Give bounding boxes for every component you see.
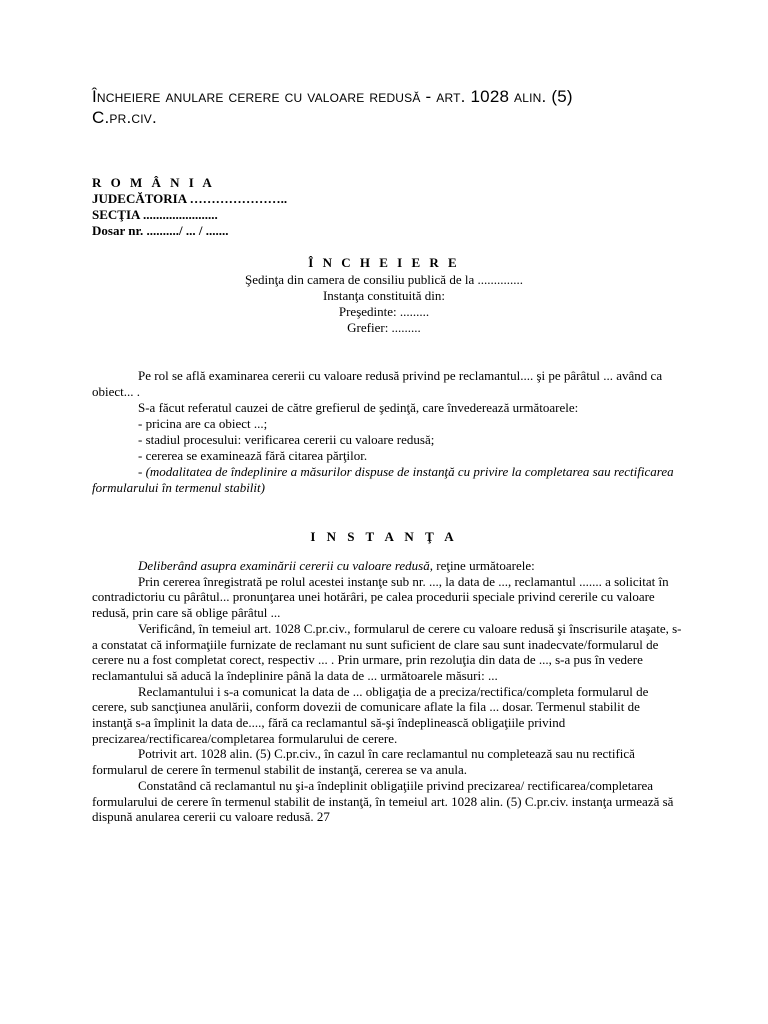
- incheiere-heading: Î N C H E I E R E: [308, 255, 460, 270]
- clerk-line: Grefier: .........: [347, 320, 421, 335]
- paragraph: Constatând că reclamantul nu şi-a îndeplinit obligaţiile privind precizarea/ rectificarea/completarea formularului de cerere în termenul stabilit de instanţă, în temeiul art. 1028 alin. (5) C.pr.civ. instanţa urmează să dispună anularea cererii cu valoare redusă. 27: [92, 777, 674, 825]
- document-title: [92, 86, 692, 128]
- case-introduction: [92, 368, 682, 496]
- session-info: [92, 272, 676, 336]
- section-label: SECŢIA .......................: [92, 207, 218, 222]
- bullet-prefix: -: [138, 464, 146, 479]
- italic-note: (modalitatea de îndeplinire a măsurilor dispuse de instanţă cu privire la completarea sau rectificarea formularului în termenul stabilit): [92, 464, 674, 495]
- paragraph: S-a făcut referatul cauzei de către grefierul de şedinţă, care învederează următoarele:: [138, 400, 579, 415]
- session-line: Şedinţa din camera de consiliu publică de la ..............: [245, 272, 523, 287]
- title-line-2: C.pr.civ.: [92, 108, 157, 127]
- court-header: [92, 175, 287, 239]
- italic-lead: Deliberând asupra examinării cererii cu valoare redusă,: [138, 558, 433, 573]
- instanta-body: [92, 558, 682, 825]
- bullet-item: - pricina are ca obiect ...;: [138, 416, 268, 431]
- court-label: JUDECĂTORIA …………………..: [92, 191, 288, 206]
- paragraph: Prin cererea înregistrată pe rolul acestei instanţe sub nr. ..., la data de ..., reclamantul ....... a solicitat în contradictoriu cu pârâtul... pronunţarea unei hotărâri, pe calea procedurii speciale privind cererile cu valoare redusă, prin care să oblige pârâtul ...: [92, 573, 669, 621]
- president-line: Preşedinte: .........: [338, 304, 430, 319]
- paragraph: [92, 558, 682, 574]
- title-line-1: Încheiere anulare cerere cu valoare redusă - art. 1028 alin. (5): [92, 87, 573, 106]
- bullet-item: - cererea se examinează fără citarea părţilor.: [138, 448, 368, 463]
- lead-rest: reţine următoarele:: [432, 558, 535, 573]
- court-composition-line: Instanţa constituită din:: [322, 288, 446, 303]
- paragraph: Reclamantului i s-a comunicat la data de ... obligaţia de a preciza/rectifica/completa formularul de cerere, sub sancţiunea anulării, conform dovezii de comunicare aflate la fila ... dosar. Termenul stabilit de instanţă s-a împlinit la data de...., fără ca reclamantul să-şi îndeplinească obligaţiile privind precizarea/rectificarea/completarea formularului de cerere.: [92, 683, 649, 746]
- country-label: R O M Â N I A: [92, 175, 215, 190]
- paragraph: Pe rol se află examinarea cererii cu valoare redusă privind pe reclamantul.... şi pe pârâtul ... având ca obiect... .: [92, 368, 663, 399]
- paragraph: Potrivit art. 1028 alin. (5) C.pr.civ., în cazul în care reclamantul nu completează sau nu rectifică formularul de cerere în termenul stabilit de instanţă, cererea se va anula.: [92, 746, 635, 778]
- bullet-item: - stadiul procesului: verificarea cererii cu valoare redusă;: [138, 432, 435, 447]
- bullet-item: [92, 464, 682, 496]
- paragraph: Verificând, în temeiul art. 1028 C.pr.civ., formularul de cerere cu valoare redusă şi înscrisurile ataşate, s-a constatat că informaţiile furnizate de reclamant nu sunt suficient de clare sau sunt inadecvate/formularul de cerere nu a fost completat corect, respectiv ... . Prin urmare, prin rezoluţia din data de ..., s-a pus în vedere reclamantului să aducă la îndeplinire până la data de ... următoarele măsuri: ...: [92, 620, 682, 683]
- file-number-label: Dosar nr. ........../ ... / .......: [92, 223, 229, 238]
- instanta-heading: I N S T A N Ţ A: [310, 529, 458, 544]
